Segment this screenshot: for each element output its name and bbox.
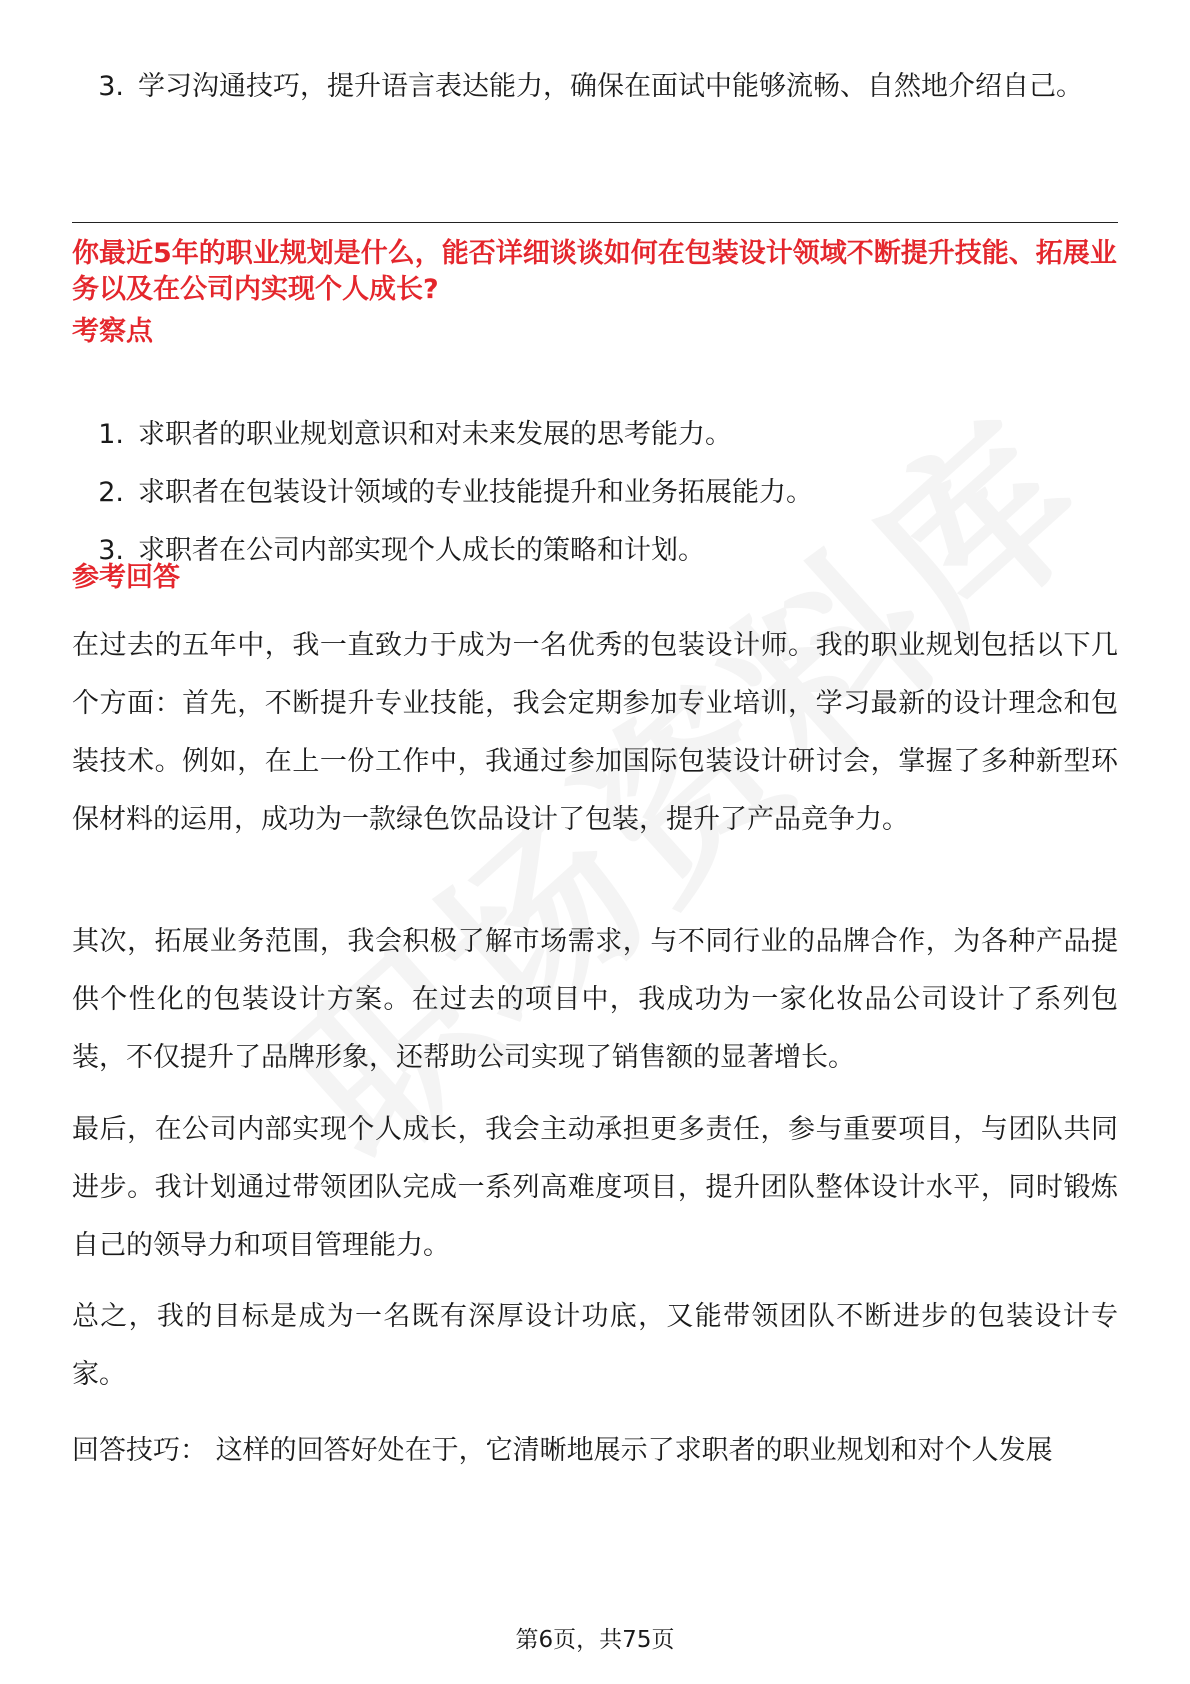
page-number: 第6页，共75页 [515,1627,675,1653]
list-item-text: 学习沟通技巧，提升语言表达能力，确保在面试中能够流畅、自然地介绍自己。 [138,71,1083,102]
answer-tips-paragraph: 回答技巧： 这样的回答好处在于，它清晰地展示了求职者的职业规划和对个人发展 [72,1435,1053,1466]
answer-paragraph: 最后，在公司内部实现个人成长，我会主动承担更多责任，参与重要项目，与团队共同进步。我计划通过带领团队完成一系列高难度项目，提升团队整体设计水平，同时锻炼自己的领导力和项目管理能力。 [72,1114,1118,1261]
evaluation-title: 考察点 [72,316,153,347]
list-item [72,406,1118,464]
answer-paragraph: 总之，我的目标是成为一名既有深厚设计功底，又能带领团队不断进步的包装设计专家。 [72,1301,1118,1390]
list-item [72,522,1118,580]
list-number: 3. [98,535,124,566]
prev-list-item [72,58,1118,116]
answer-paragraph: 在过去的五年中，我一直致力于成为一名优秀的包装设计师。我的职业规划包括以下几个方面：首先，不断提升专业技能，我会定期参加专业培训，学习最新的设计理念和包装技术。例如，在上一份工作中，我通过参加国际包装设计研讨会，掌握了多种新型环保材料的运用，成功为一款绿色饮品设计了包装，提升了产品竞争力。 [72,630,1118,835]
list-number: 3. [98,71,124,102]
list-number: 1. [98,419,124,450]
answer-paragraph: 其次，拓展业务范围，我会积极了解市场需求，与不同行业的品牌合作，为各种产品提供个性化的包装设计方案。在过去的项目中，我成功为一家化妆品公司设计了系列包装，不仅提升了品牌形象，还帮助公司实现了销售额的显著增长。 [72,926,1118,1073]
question-heading: 你最近5年的职业规划是什么，能否详细谈谈如何在包装设计领域不断提升技能、拓展业务以及在公司内实现个人成长? [72,238,1117,305]
list-item-text: 求职者在公司内部实现个人成长的策略和计划。 [138,535,705,566]
list-item [72,464,1118,522]
list-item-text: 求职者在包装设计领域的专业技能提升和业务拓展能力。 [138,477,813,508]
evaluation-list [72,406,1118,580]
section-divider [72,222,1118,223]
answer-title: 参考回答 [72,562,180,593]
list-item-text: 求职者的职业规划意识和对未来发展的思考能力。 [138,419,732,450]
list-number: 2. [98,477,124,508]
